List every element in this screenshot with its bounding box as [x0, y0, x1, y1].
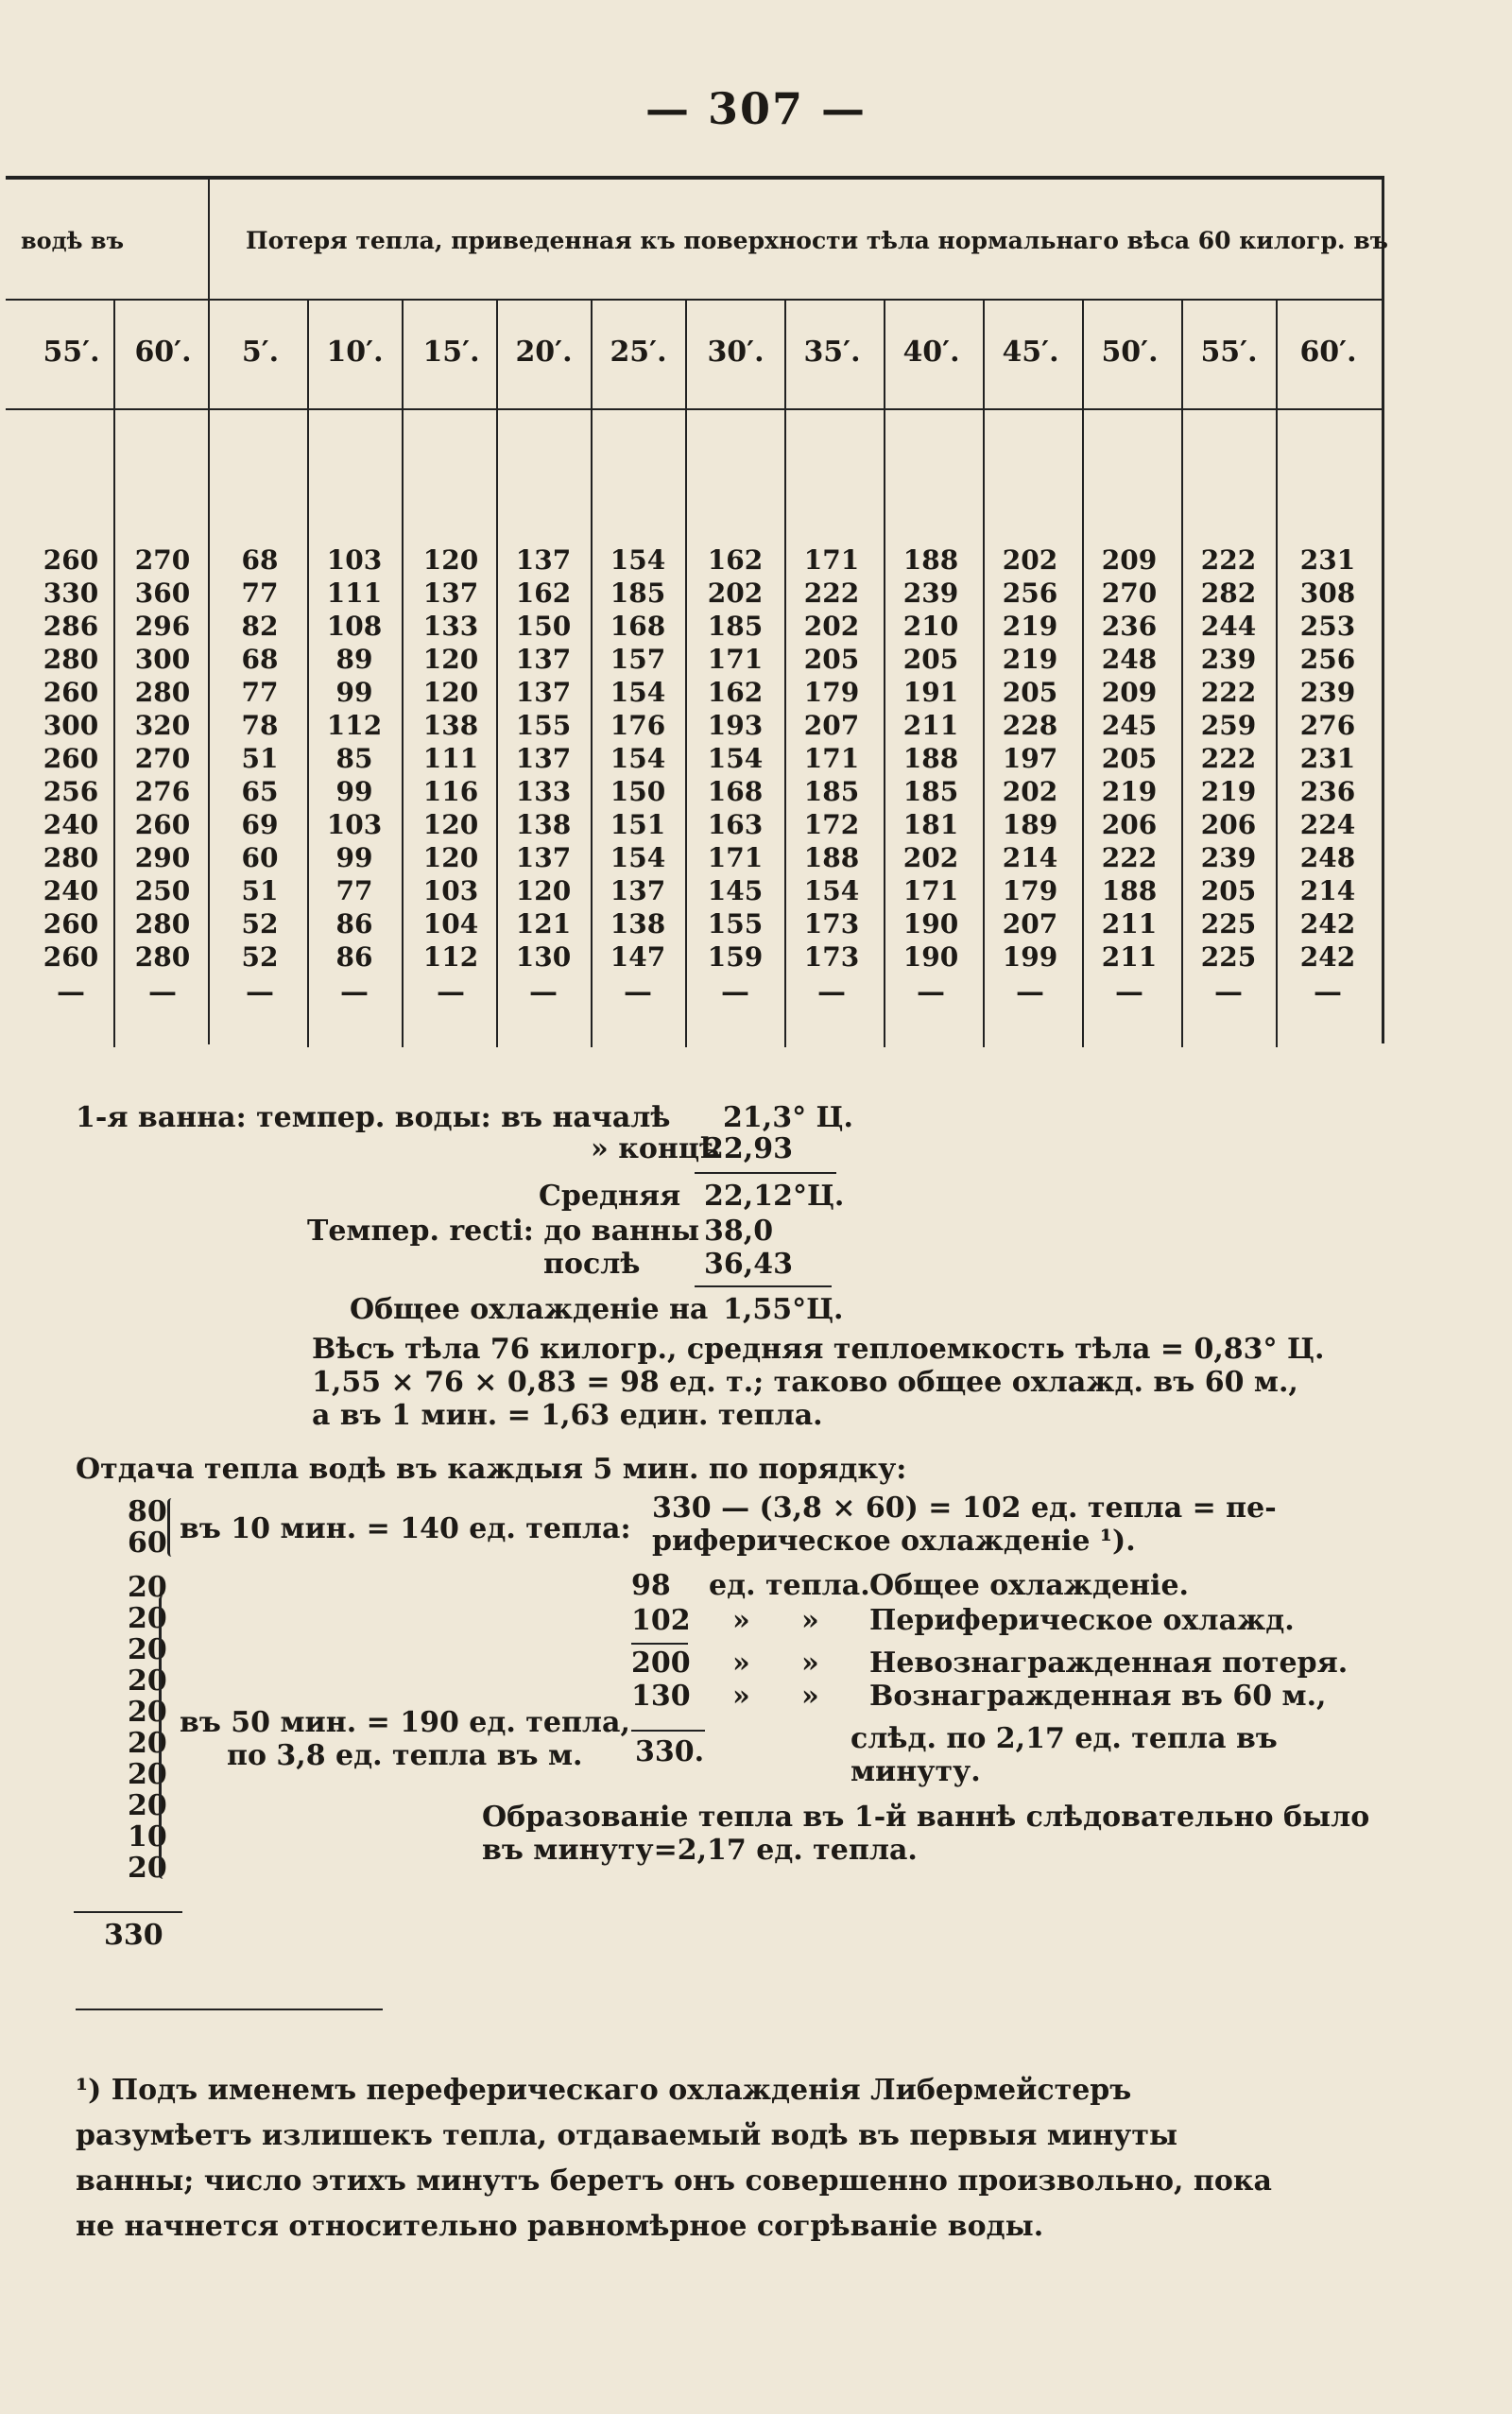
table-cell: 111 — [326, 578, 383, 609]
table-cell: 68 — [241, 544, 279, 576]
table-cell: 280 — [43, 644, 99, 675]
page-number: — 307 — — [644, 83, 868, 134]
rect-after-value: 36,43 — [704, 1248, 793, 1281]
table-cell: 173 — [803, 941, 860, 973]
table-dash: — — [529, 975, 558, 1009]
table-cell: 259 — [1200, 710, 1257, 741]
table-cell: 320 — [134, 710, 191, 741]
table-cell: 286 — [43, 611, 99, 642]
table-dash: — — [1214, 975, 1243, 1009]
column-separator — [113, 301, 115, 1047]
table-cell: 296 — [134, 611, 191, 642]
table-cell: 240 — [43, 809, 99, 840]
table-cell: 207 — [803, 710, 860, 741]
table-cell: 245 — [1101, 710, 1158, 741]
table-cell: 159 — [707, 941, 764, 973]
table-cell: 116 — [422, 776, 479, 807]
table-cell: 162 — [707, 544, 764, 576]
column-header: 55′. — [43, 336, 100, 369]
table-cell: 189 — [1002, 809, 1058, 840]
header-left: водѣ въ — [21, 227, 124, 254]
table-cell: 86 — [335, 908, 373, 940]
table-cell: 112 — [326, 710, 383, 741]
table-cell: 290 — [134, 842, 191, 873]
table-cell: 130 — [515, 941, 572, 973]
table-cell: 260 — [43, 544, 99, 576]
table-cell: 82 — [241, 611, 279, 642]
table-dash: — — [917, 975, 945, 1009]
column-separator — [983, 301, 985, 1047]
table-cell: 188 — [803, 842, 860, 873]
table-cell: 260 — [134, 809, 191, 840]
table-cell: 185 — [707, 611, 764, 642]
table-cell: 120 — [422, 842, 479, 873]
table-cell: 270 — [1101, 578, 1158, 609]
conclusion-2: въ минуту=2,17 ед. тепла. — [482, 1834, 918, 1867]
mean-value: 22,12°Ц. — [704, 1180, 845, 1213]
table-cell: 65 — [241, 776, 279, 807]
table-cell: 239 — [1200, 644, 1257, 675]
table-cell: 112 — [422, 941, 479, 973]
table-cell: 222 — [1200, 544, 1257, 576]
table-cell: 121 — [515, 908, 572, 940]
column-separator — [208, 180, 210, 1044]
table-cell: 168 — [610, 611, 666, 642]
table-cell: 155 — [515, 710, 572, 741]
table-cell: 280 — [134, 677, 191, 708]
table-cell: 239 — [1200, 842, 1257, 873]
table-cell: 60 — [241, 842, 279, 873]
table-cell: 225 — [1200, 941, 1257, 973]
interval-value: 20 — [128, 1727, 167, 1760]
table-cell: 85 — [335, 743, 373, 774]
table-cell: 202 — [803, 611, 860, 642]
ledger-sum: 330. — [635, 1735, 705, 1768]
mid-text-2: по 3,8 ед. тепла въ м. — [227, 1739, 583, 1772]
rect-after-label: послѣ — [543, 1248, 641, 1281]
table-dash: — — [624, 975, 652, 1009]
table-cell: 138 — [610, 908, 666, 940]
table-cell: 202 — [902, 842, 959, 873]
table-cell: 171 — [803, 743, 860, 774]
mid-text-1: въ 50 мин. = 190 ед. тепла, — [180, 1706, 630, 1739]
table-cell: 276 — [1299, 710, 1356, 741]
ledger-q1: » — [732, 1604, 750, 1637]
table-cell: 199 — [1002, 941, 1058, 973]
table-cell: 188 — [902, 544, 959, 576]
table-top-rule — [6, 176, 1383, 180]
table-cell: 77 — [241, 578, 279, 609]
table-cell: 111 — [422, 743, 479, 774]
column-header: 15′. — [422, 336, 480, 369]
table-cell: 168 — [707, 776, 764, 807]
cooling-label: Общее охлажденіе на — [350, 1293, 709, 1326]
column-header: 30′. — [707, 336, 765, 369]
table-cell: 154 — [610, 842, 666, 873]
table-cell: 108 — [326, 611, 383, 642]
table-cell: 231 — [1299, 544, 1356, 576]
ledger-num: 98 — [631, 1569, 671, 1602]
table-cell: 224 — [1299, 809, 1356, 840]
column-header: 10′. — [326, 336, 384, 369]
column-header: 60′. — [1299, 336, 1357, 369]
table-dash: — — [817, 975, 846, 1009]
table-cell: 260 — [43, 677, 99, 708]
table-cell: 120 — [422, 677, 479, 708]
table-cell: 197 — [1002, 743, 1058, 774]
ledger-label: Периферическое охлажд. — [869, 1604, 1295, 1637]
table-cell: 242 — [1299, 908, 1356, 940]
table-cell: 89 — [335, 644, 373, 675]
table-dash: — — [1016, 975, 1044, 1009]
ledger-label: Общее охлажденіе. — [869, 1569, 1189, 1602]
table-cell: 240 — [43, 875, 99, 906]
table-cell: 270 — [134, 544, 191, 576]
table-cell: 308 — [1299, 578, 1356, 609]
table-cell: 231 — [1299, 743, 1356, 774]
table-cell: 205 — [1002, 677, 1058, 708]
table-cell: 239 — [1299, 677, 1356, 708]
table-cell: 207 — [1002, 908, 1058, 940]
table-right-edge — [1382, 176, 1384, 1043]
table-cell: 270 — [134, 743, 191, 774]
table-cell: 137 — [515, 842, 572, 873]
conclusion-1: Образованіе тепла въ 1-й ваннѣ слѣдовательно было — [482, 1801, 1370, 1834]
table-cell: 239 — [902, 578, 959, 609]
header-main: Потеря тепла, приведенная къ поверхности тѣла нормальнаго вѣса 60 килогр. въ — [246, 227, 1388, 254]
column-separator — [1181, 301, 1183, 1047]
table-dash: — — [1314, 975, 1342, 1009]
table-cell: 171 — [707, 644, 764, 675]
table-cell: 256 — [1299, 644, 1356, 675]
table-cell: 206 — [1200, 809, 1257, 840]
column-header: 55′. — [1200, 336, 1258, 369]
table-cell: 133 — [515, 776, 572, 807]
brace — [159, 1595, 167, 1879]
column-separator — [496, 301, 498, 1047]
table-cell: 151 — [610, 809, 666, 840]
ledger-q2: » — [801, 1647, 819, 1680]
table-cell: 219 — [1101, 776, 1158, 807]
table-cell: 137 — [515, 644, 572, 675]
table-cell: 206 — [1101, 809, 1158, 840]
table-cell: 99 — [335, 677, 373, 708]
ledger-num: 200 — [631, 1647, 691, 1680]
table-cell: 137 — [422, 578, 479, 609]
table-cell: 52 — [241, 941, 279, 973]
ledger-label: Вознагражденная въ 60 м., — [869, 1680, 1327, 1713]
table-cell: 205 — [1200, 875, 1257, 906]
table-cell: 211 — [902, 710, 959, 741]
column-separator — [784, 301, 786, 1047]
formula-line-1: 330 — (3,8 × 60) = 102 ед. тепла = пе- — [652, 1492, 1277, 1525]
table-cell: 99 — [335, 842, 373, 873]
table-cell: 222 — [1101, 842, 1158, 873]
table-cell: 99 — [335, 776, 373, 807]
table-cell: 137 — [515, 544, 572, 576]
table-cell: 191 — [902, 677, 959, 708]
table-cell: 162 — [515, 578, 572, 609]
column-header: 60′. — [134, 336, 192, 369]
mean-label: Средняя — [539, 1180, 681, 1213]
table-cell: 185 — [610, 578, 666, 609]
first-value-1: 80 — [128, 1495, 167, 1528]
interval-value: 20 — [128, 1571, 167, 1604]
table-cell: 154 — [610, 544, 666, 576]
table-cell: 137 — [515, 743, 572, 774]
table-cell: 260 — [43, 908, 99, 940]
weight-line-1: Вѣсъ тѣла 76 килогр., средняя теплоемкость тѣла = 0,83° Ц. — [312, 1333, 1325, 1366]
ledger-cont-1: слѣд. по 2,17 ед. тепла въ — [850, 1722, 1278, 1755]
table-cell: 280 — [134, 941, 191, 973]
rule — [74, 1911, 182, 1913]
table-cell: 103 — [422, 875, 479, 906]
column-header: 45′. — [1002, 336, 1059, 369]
table-cell: 276 — [134, 776, 191, 807]
table-cell: 120 — [422, 809, 479, 840]
first-interval-text: въ 10 мин. = 140 ед. тепла: — [180, 1512, 631, 1545]
table-cell: 133 — [422, 611, 479, 642]
table-cell: 222 — [1200, 743, 1257, 774]
table-cell: 185 — [803, 776, 860, 807]
table-cell: 103 — [326, 809, 383, 840]
table-cell: 256 — [1002, 578, 1058, 609]
table-cell: 260 — [43, 743, 99, 774]
table-cell: 248 — [1101, 644, 1158, 675]
table-cell: 210 — [902, 611, 959, 642]
column-separator — [1082, 301, 1084, 1047]
table-cell: 171 — [902, 875, 959, 906]
table-cell: 236 — [1299, 776, 1356, 807]
column-separator — [591, 301, 593, 1047]
table-cell: 244 — [1200, 611, 1257, 642]
column-header: 40′. — [902, 336, 960, 369]
interval-value: 20 — [128, 1789, 167, 1822]
column-separator — [685, 301, 687, 1047]
table-cell: 163 — [707, 809, 764, 840]
table-dash: — — [721, 975, 749, 1009]
footnote: ¹) Подъ именемъ переферическаго охлажденія Либермейстеръ разумѣетъ излишекъ тепла, отдаваемый водѣ въ первыя минуты ванны; число этихъ минутъ беретъ онъ совершенно произвольно, пока не начнется относительно равномѣрное согрѣваніе воды. — [76, 2074, 1272, 2243]
ledger-q2: » — [801, 1680, 819, 1713]
table-cell: 282 — [1200, 578, 1257, 609]
table-dash: — — [246, 975, 274, 1009]
interval-value: 20 — [128, 1664, 167, 1698]
table-cell: 171 — [707, 842, 764, 873]
table-cell: 173 — [803, 908, 860, 940]
table-cell: 145 — [707, 875, 764, 906]
column-header: 50′. — [1101, 336, 1159, 369]
ledger-num: 130 — [631, 1680, 691, 1713]
interval-value: 20 — [128, 1852, 167, 1885]
table-cell: 242 — [1299, 941, 1356, 973]
table-cell: 202 — [1002, 776, 1058, 807]
table-cell: 300 — [134, 644, 191, 675]
column-header: 20′. — [515, 336, 573, 369]
ledger-q1: » — [732, 1680, 750, 1713]
table-cell: 214 — [1299, 875, 1356, 906]
table-cell: 137 — [515, 677, 572, 708]
bath-temp-start-label: 1-я ванна: темпер. воды: въ началѣ — [76, 1101, 671, 1134]
brace — [167, 1498, 176, 1557]
interval-value: 20 — [128, 1602, 167, 1635]
release-intro: Отдача тепла водѣ въ каждыя 5 мин. по порядку: — [76, 1453, 907, 1486]
table-cell: 179 — [803, 677, 860, 708]
table-cell: 154 — [707, 743, 764, 774]
column-separator — [884, 301, 885, 1047]
table-dash: — — [1115, 975, 1143, 1009]
table-cell: 209 — [1101, 677, 1158, 708]
table-cell: 150 — [515, 611, 572, 642]
table-cell: 162 — [707, 677, 764, 708]
rule — [631, 1643, 688, 1645]
column-header: 25′. — [610, 336, 667, 369]
column-separator — [1276, 301, 1278, 1047]
bath-temp-end-value: 22,93 — [704, 1132, 793, 1165]
table-cell: 138 — [422, 710, 479, 741]
table-cell: 188 — [1101, 875, 1158, 906]
table-dash: — — [340, 975, 369, 1009]
table-cell: 222 — [803, 578, 860, 609]
table-cell: 211 — [1101, 941, 1158, 973]
table-cell: 120 — [515, 875, 572, 906]
table-cell: 260 — [43, 941, 99, 973]
table-cell: 77 — [241, 677, 279, 708]
table-cell: 120 — [422, 544, 479, 576]
table-cell: 185 — [902, 776, 959, 807]
column-separator — [307, 301, 309, 1047]
ledger-q2: » — [801, 1604, 819, 1637]
table-cell: 205 — [902, 644, 959, 675]
table-cell: 188 — [902, 743, 959, 774]
table-cell: 360 — [134, 578, 191, 609]
table-cell: 190 — [902, 941, 959, 973]
rect-before-value: 38,0 — [704, 1215, 774, 1248]
table-cell: 77 — [335, 875, 373, 906]
table-dash: — — [148, 975, 177, 1009]
cooling-value: 1,55°Ц. — [723, 1293, 844, 1326]
table-cell: 190 — [902, 908, 959, 940]
table-cell: 205 — [803, 644, 860, 675]
table-cell: 256 — [43, 776, 99, 807]
table-cell: 330 — [43, 578, 99, 609]
weight-line-2: 1,55 × 76 × 0,83 = 98 ед. т.; таково общее охлажд. въ 60 м., — [312, 1366, 1298, 1399]
column-header: 5′. — [241, 336, 280, 369]
bath-temp-start-value: 21,3° Ц. — [723, 1101, 853, 1134]
table-cell: 205 — [1101, 743, 1158, 774]
table-cell: 248 — [1299, 842, 1356, 873]
table-cell: 225 — [1200, 908, 1257, 940]
interval-value: 20 — [128, 1633, 167, 1666]
interval-value: 20 — [128, 1696, 167, 1729]
table-cell: 120 — [422, 644, 479, 675]
table-dash: — — [57, 975, 85, 1009]
first-value-2: 60 — [128, 1526, 167, 1560]
table-cell: 138 — [515, 809, 572, 840]
table-cell: 214 — [1002, 842, 1058, 873]
table-cell: 202 — [707, 578, 764, 609]
table-cell: 51 — [241, 743, 279, 774]
table-cell: 137 — [610, 875, 666, 906]
table-cell: 211 — [1101, 908, 1158, 940]
table-cell: 219 — [1002, 644, 1058, 675]
table-cell: 176 — [610, 710, 666, 741]
table-cell: 228 — [1002, 710, 1058, 741]
table-cell: 104 — [422, 908, 479, 940]
table-cell: 300 — [43, 710, 99, 741]
column-separator — [402, 301, 404, 1047]
table-cell: 280 — [43, 842, 99, 873]
rule — [695, 1285, 832, 1287]
table-cell: 202 — [1002, 544, 1058, 576]
formula-line-2: риферическое охлажденіе ¹). — [652, 1525, 1136, 1558]
table-cell: 172 — [803, 809, 860, 840]
table-cell: 280 — [134, 908, 191, 940]
table-cell: 154 — [803, 875, 860, 906]
interval-sum: 330 — [104, 1919, 163, 1952]
table-dash: — — [437, 975, 465, 1009]
interval-value: 10 — [128, 1820, 167, 1854]
table-cell: 150 — [610, 776, 666, 807]
table-cell: 103 — [326, 544, 383, 576]
ledger-q1: ед. тепла. — [709, 1569, 870, 1602]
table-cell: 236 — [1101, 611, 1158, 642]
rect-before-label: Темпер. recti: до ванны — [307, 1215, 700, 1248]
ledger-num: 102 — [631, 1604, 691, 1637]
rule — [631, 1730, 705, 1732]
table-cell: 179 — [1002, 875, 1058, 906]
table-cell: 193 — [707, 710, 764, 741]
table-column-rule — [6, 408, 1383, 410]
table-cell: 157 — [610, 644, 666, 675]
table-cell: 253 — [1299, 611, 1356, 642]
footnote-rule — [76, 2009, 383, 2010]
table-cell: 219 — [1200, 776, 1257, 807]
table-cell: 222 — [1200, 677, 1257, 708]
table-cell: 52 — [241, 908, 279, 940]
rule — [695, 1172, 836, 1174]
table-cell: 209 — [1101, 544, 1158, 576]
table-cell: 250 — [134, 875, 191, 906]
ledger-cont-2: минуту. — [850, 1755, 981, 1788]
table-cell: 181 — [902, 809, 959, 840]
table-header-rule — [6, 299, 1383, 301]
table-cell: 171 — [803, 544, 860, 576]
table-cell: 219 — [1002, 611, 1058, 642]
table-cell: 78 — [241, 710, 279, 741]
bath-temp-end-label: » концѣ — [591, 1132, 720, 1165]
table-cell: 86 — [335, 941, 373, 973]
table-cell: 147 — [610, 941, 666, 973]
table-cell: 154 — [610, 743, 666, 774]
weight-line-3: а въ 1 мин. = 1,63 един. тепла. — [312, 1399, 823, 1432]
ledger-label: Невознагражденная потеря. — [869, 1647, 1349, 1680]
table-cell: 69 — [241, 809, 279, 840]
table-cell: 155 — [707, 908, 764, 940]
column-header: 35′. — [803, 336, 861, 369]
table-cell: 51 — [241, 875, 279, 906]
table-cell: 154 — [610, 677, 666, 708]
table-cell: 68 — [241, 644, 279, 675]
interval-value: 20 — [128, 1758, 167, 1791]
ledger-q1: » — [732, 1647, 750, 1680]
